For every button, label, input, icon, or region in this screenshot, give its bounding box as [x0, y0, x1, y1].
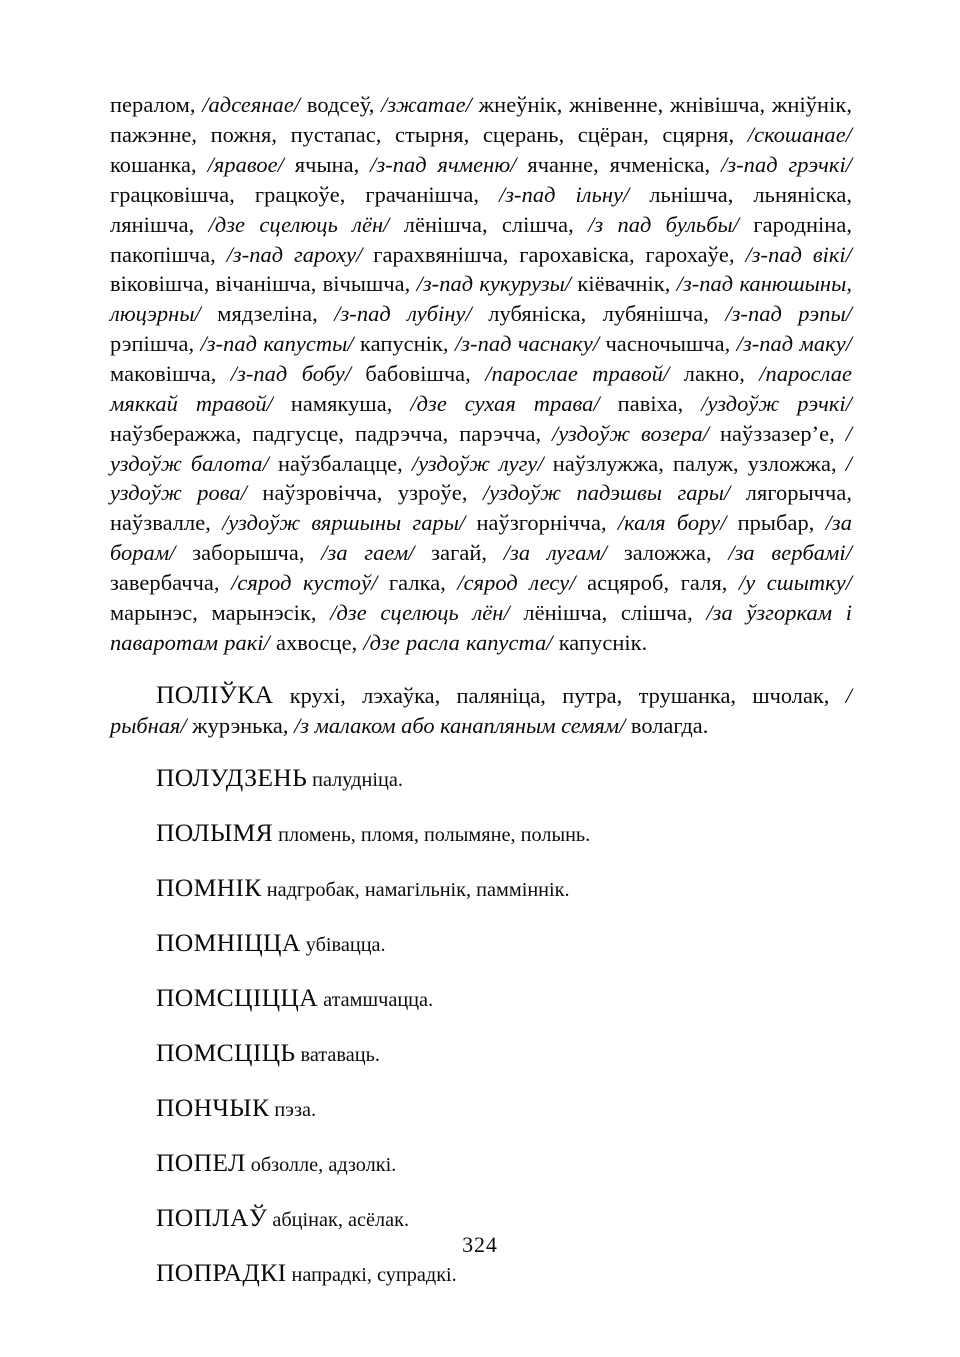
article-seg-gloss-note-3: /зжатае/	[381, 92, 479, 118]
article-seg-gloss-note-71: /сярод лесу/	[457, 569, 588, 595]
article-seg-gloss-note-23: /з-пад кукурузы/	[416, 271, 578, 297]
article-seg-gloss-note-79: /дзе расла капуста/	[363, 629, 559, 655]
entry-pomnik-headword: ПОМНІК	[156, 872, 262, 902]
entry-pomnitstsa-headword: ПОМНІЦЦА	[156, 927, 301, 957]
entry-poliuka-gloss-note-3: /з малаком або канапляным семям/	[294, 712, 631, 738]
article-seg-gloss-note-19: /з-пад гароху/	[226, 241, 374, 267]
entry-popradki-headword: ПОПРАДКІ	[156, 1257, 287, 1287]
article-seg-term-66: заложжа,	[623, 540, 729, 566]
entry-popel-gloss: обзолле, адзолкі.	[245, 1153, 397, 1176]
entry-ponchyk	[110, 1093, 852, 1126]
article-seg-term-16: лёнішча, слішча,	[403, 211, 589, 237]
article-seg-gloss-note-65: /за лугам/	[503, 540, 624, 566]
article-seg-gloss-note-29: /з-пад рэпы/	[725, 301, 852, 327]
entry-pomstsits-headword: ПОМСЦІЦЬ	[156, 1037, 296, 1067]
article-seg-term-40: лакно,	[683, 360, 760, 386]
article-seg-term-34: часночышча,	[605, 331, 737, 357]
article-seg-term-64: загай,	[431, 540, 504, 566]
article-seg-gloss-note-63: /за гаем/	[321, 540, 432, 566]
article-seg-term-14: льнішча, льняніска, лянішча,	[110, 181, 852, 237]
article-seg-gloss-note-75: /дзе сцелюць лён/	[330, 599, 524, 625]
article-seg-term-76: лёнішча, слішча,	[523, 599, 707, 625]
article-seg-term-0: пералом,	[110, 92, 203, 118]
entry-poplau	[110, 1203, 852, 1236]
entry-popel-headword: ПОПЕЛ	[156, 1147, 246, 1177]
entry-ponchyk-gloss: пэза.	[269, 1098, 317, 1121]
entry-poliuka	[110, 680, 852, 741]
article-seg-term-44: павіха,	[617, 390, 702, 416]
entry-poludzen-headword: ПОЛУДЗЕНЬ	[156, 762, 308, 792]
article-seg-gloss-note-21: /з-пад вікі/	[745, 241, 853, 267]
article-seg-gloss-note-47: /уздоўж возера/	[552, 420, 720, 446]
article-seg-term-72: асцяроб, галя,	[587, 569, 739, 595]
article-seg-term-36: маковішча,	[110, 360, 231, 386]
article-seg-gloss-note-69: /сярод кустоў/	[231, 569, 389, 595]
page-number: 324	[462, 1232, 498, 1257]
entry-popradki-gloss: напрадкі, супрадкі.	[286, 1263, 457, 1286]
article-seg-term-12: грацковішча, грацкоўе, грачанішча,	[110, 181, 499, 207]
entry-list	[110, 680, 852, 1291]
article-seg-term-70: галка,	[388, 569, 458, 595]
article-seg-gloss-note-1: /адсеянае/	[202, 92, 307, 118]
article-seg-gloss-note-9: /з-пад ячменю/	[370, 152, 528, 178]
article-seg-gloss-note-35: /з-пад маку/	[736, 331, 852, 357]
article-seg-term-48: наўззазер’е,	[720, 420, 846, 446]
entry-poludzen	[110, 763, 852, 796]
entry-polymia	[110, 818, 852, 851]
entry-poliuka-gloss-note-1: /рыбная/	[110, 682, 852, 738]
article-seg-term-24: кіёвачнік,	[577, 271, 677, 297]
entry-pomstsitstsa-headword: ПОМСЦІЦЦА	[156, 982, 319, 1012]
article-seg-gloss-note-27: /з-пад лубіну/	[334, 301, 489, 327]
article-seg-term-54: наўзровічча, узроўе,	[262, 480, 483, 506]
article-seg-gloss-note-39: /парослае травой/	[485, 360, 684, 386]
article-seg-term-22: віковішча, вічанішча, вічышча,	[110, 271, 417, 297]
article-seg-term-60: прыбар,	[737, 510, 826, 536]
entry-polymia-gloss: пломень, пломя, полымяне, полынь.	[273, 823, 591, 846]
article-seg-term-74: марынэс, марынэсік,	[110, 599, 331, 625]
entry-poliuka-term-0: крухі, лэхаўка, паляніца, путра, трушанка, шчолак,	[273, 682, 846, 708]
article-seg-term-26: мядзеліна,	[217, 301, 335, 327]
entry-pomnitstsa	[110, 928, 852, 961]
entry-pomstsits	[110, 1038, 852, 1071]
article-seg-gloss-note-55: /уздоўж падэшвы гары/	[482, 480, 746, 506]
entry-poliuka-headword: ПОЛІЎКА	[156, 679, 274, 709]
article-seg-term-46: наўзберажжа, падгусце, падрэчча, парэчча,	[110, 420, 553, 446]
article-seg-term-80: капуснік.	[558, 629, 648, 655]
article-seg-gloss-note-77: /за ўзгоркам і паваротам ракі/	[110, 599, 852, 655]
article-seg-term-32: капуснік,	[360, 331, 455, 357]
entry-poliuka-term-4: волагда.	[630, 712, 709, 738]
entry-pomnik	[110, 873, 852, 906]
article-seg-term-52: наўзлужжа, палуж, узложжа,	[552, 450, 846, 476]
article-seg-term-8: ячына,	[294, 152, 371, 178]
entry-pomstsitstsa	[110, 983, 852, 1016]
article-seg-gloss-note-37: /з-пад бобу/	[230, 360, 366, 386]
article-seg-gloss-note-73: /у сшытку/	[738, 569, 852, 595]
entry-poliuka-term-2: журэнька,	[192, 712, 295, 738]
article-seg-gloss-note-15: /дзе сцелюць лён/	[208, 211, 404, 237]
article-seg-term-6: кошанка,	[110, 152, 208, 178]
entry-popradki	[110, 1258, 852, 1291]
entry-pomnik-gloss: надгробак, намагільнік, памміннік.	[261, 878, 570, 901]
article-seg-term-18: гародніна, пакопішча,	[110, 211, 852, 267]
article-seg-gloss-note-51: /уздоўж лугу/	[411, 450, 553, 476]
article-seg-term-50: наўзбалацце,	[277, 450, 412, 476]
article-seg-term-58: наўзгорнічча,	[476, 510, 618, 536]
article-seg-gloss-note-59: /каля бору/	[617, 510, 738, 536]
entry-pomstsitstsa-gloss: атамшчацца.	[318, 988, 434, 1011]
article-seg-gloss-note-13: /з-пад ільну/	[498, 181, 650, 207]
article-seg-gloss-note-7: /яравое/	[207, 152, 295, 178]
entry-ponchyk-headword: ПОНЧЫК	[156, 1092, 270, 1122]
article-seg-term-2: водсеў,	[306, 92, 382, 118]
article-seg-gloss-note-43: /дзе сухая трава/	[410, 390, 618, 416]
article-seg-term-28: лубяніска, лубянішча,	[488, 301, 726, 327]
entry-poplau-headword: ПОПЛАЎ	[156, 1202, 268, 1232]
entry-polymia-headword: ПОЛЫМЯ	[156, 817, 274, 847]
entry-poplau-gloss: абцінак, асёлак.	[267, 1208, 410, 1231]
article-seg-term-68: завербачча,	[110, 569, 232, 595]
article-seg-gloss-note-25: /з-пад канюшыны, люцэрны/	[110, 271, 852, 327]
article-seg-gloss-note-17: /з пад бульбы/	[588, 211, 754, 237]
article-seg-term-4: жнеўнік, жнівенне, жнівішча, жніўнік, пажэнне, пожня, пустапас, стырня, сцерань, сцёран, сцярня,	[110, 92, 852, 148]
article-seg-gloss-note-53: /уздоўж рова/	[110, 450, 852, 506]
entry-pomstsits-gloss: ватаваць.	[295, 1043, 380, 1066]
article-seg-gloss-note-41: /парослае мяккай травой/	[110, 360, 852, 416]
article-seg-gloss-note-57: /уздоўж вяршыны гары/	[222, 510, 477, 536]
entry-popel	[110, 1148, 852, 1181]
article-seg-term-78: ахвосце,	[275, 629, 364, 655]
article-seg-gloss-note-49: /уздоўж балота/	[110, 420, 852, 476]
article-seg-gloss-note-33: /з-пад часнаку/	[454, 331, 606, 357]
article-seg-term-20: гарахвянішча, гарохавіска, гарохаўе,	[373, 241, 746, 267]
entry-poludzen-gloss: палудніца.	[307, 768, 403, 791]
entry-pomnitstsa-gloss: убівацца.	[300, 933, 386, 956]
field-name-article-continuation	[110, 90, 852, 657]
text-column	[110, 68, 852, 1313]
article-seg-gloss-note-67: /за вербамі/	[728, 540, 852, 566]
article-seg-gloss-note-31: /з-пад капусты/	[200, 331, 361, 357]
article-seg-gloss-note-5: /скошанае/	[747, 122, 852, 148]
article-seg-term-10: ячанне, ячменіска,	[527, 152, 722, 178]
article-seg-gloss-note-11: /з-пад грэчкі/	[721, 152, 853, 178]
article-seg-term-30: рэпішча,	[110, 331, 201, 357]
article-seg-term-42: намякуша,	[290, 390, 411, 416]
article-seg-gloss-note-61: /за борам/	[110, 510, 852, 566]
article-seg-term-38: бабовішча,	[365, 360, 486, 386]
article-seg-term-56: лягорычча, наўзвалле,	[110, 480, 853, 536]
article-seg-term-62: заборышча,	[192, 540, 322, 566]
article-seg-gloss-note-45: /уздоўж рэчкі/	[701, 390, 853, 416]
